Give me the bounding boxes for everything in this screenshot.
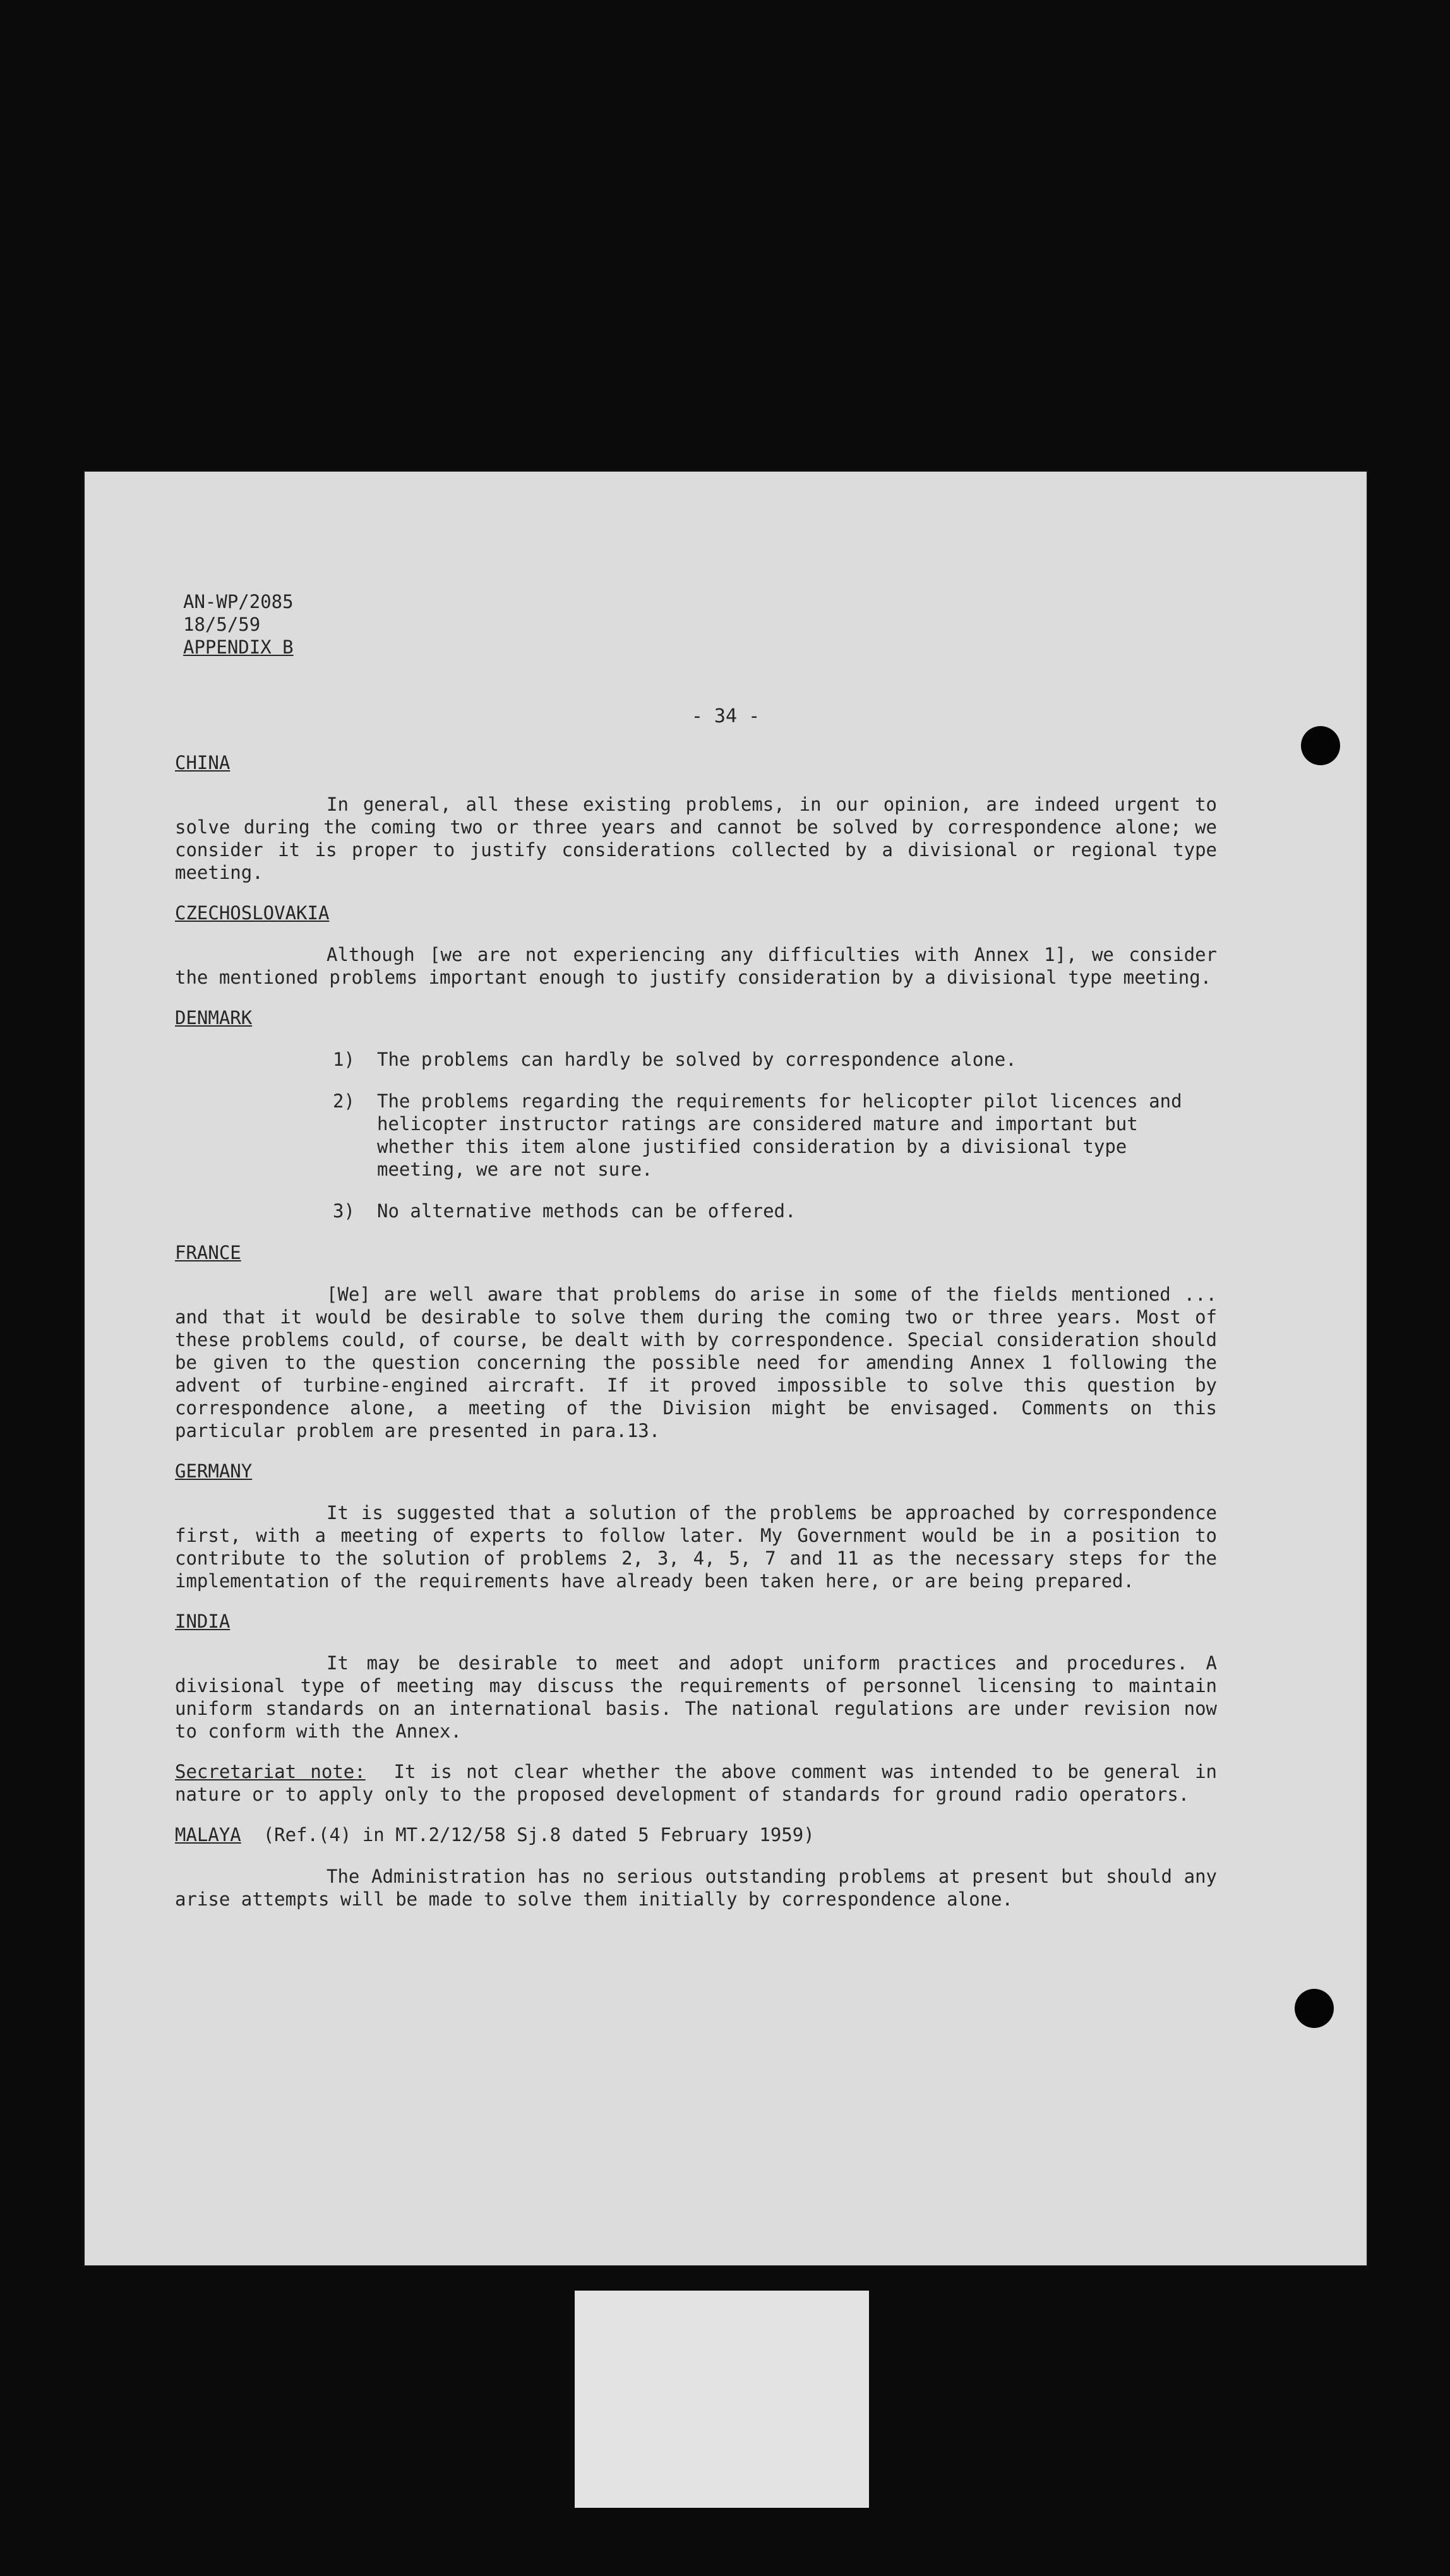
list-text: The problems regarding the requirements for helicopter pilot licences and helicopter instructor ratings are considered mature and important but whether this item alone justified consideration by a divisional type meeting, we are not sure. — [377, 1090, 1182, 1180]
list-item — [175, 1090, 1217, 1181]
reference-date: 18/5/59 — [183, 614, 261, 635]
list-number: 2) — [333, 1090, 355, 1112]
section-czechoslovakia — [175, 902, 1217, 989]
section-paragraph: [We] are well aware that problems do arise in some of the fields mentioned ... and that it would be desirable to solve them during the coming two or three years. Most of these problems could, of course, be dealt with by correspondence. Special consideration should be given to the question concerning the possible need for amending Annex 1 following the advent of turbine-engined aircraft. If it proved impossible to solve this question by correspondence alone, a meeting of the Division might be envisaged. Comments on this particular problem are presented in para.13. — [175, 1284, 1217, 1441]
section-paragraph: Although [we are not experiencing any difficulties with Annex 1], we consider the mentioned problems important enough to justify consideration by a divisional type meeting. — [175, 944, 1217, 988]
section-heading: CZECHOSLOVAKIA — [175, 902, 330, 924]
section-paragraph: In general, all these existing problems, in our opinion, are indeed urgent to solve during the coming two or three years and cannot be solved by correspondence alone; we consider it is proper to justify considerations collected by a divisional or regional type meeting. — [175, 794, 1217, 883]
section-heading: GERMANY — [175, 1460, 253, 1482]
section-paragraph: The Administration has no serious outstanding problems at present but should any arise attempts will be made to solve them initially by correspondence alone. — [175, 1866, 1217, 1910]
appendix-label: APPENDIX B — [183, 636, 294, 658]
numbered-list — [175, 1048, 1217, 1222]
section-germany — [175, 1460, 1217, 1592]
section-heading: DENMARK — [175, 1007, 253, 1029]
reference-number: AN-WP/2085 — [183, 591, 294, 612]
section-paragraph: It is suggested that a solution of the problems be approached by correspondence first, with a meeting of experts to follow later. My Government would be in a position to contribute to the solution of problems 2, 3, 4, 5, 7 and 11 as the necessary steps for the implementation of the requirements have already been taken here, or are being prepared. — [175, 1502, 1217, 1592]
list-item — [175, 1200, 1217, 1222]
secretariat-note — [175, 1760, 1217, 1806]
punch-hole-icon — [1301, 726, 1340, 765]
list-item — [175, 1048, 1217, 1071]
page-number: - 34 - — [691, 705, 760, 727]
list-text: No alternative methods can be offered. — [377, 1200, 796, 1222]
section-heading: MALAYA — [175, 1824, 241, 1846]
section-heading: INDIA — [175, 1611, 231, 1632]
blank-card — [575, 2291, 869, 2508]
section-china — [175, 751, 1217, 884]
list-text: The problems can hardly be solved by correspondence alone. — [377, 1049, 1017, 1070]
punch-hole-icon — [1295, 1989, 1334, 2028]
note-label: Secretariat note: — [175, 1761, 366, 1782]
section-france — [175, 1241, 1217, 1442]
section-paragraph: It may be desirable to meet and adopt uniform practices and procedures. A divisional type of meeting may discuss the requirements of personnel licensing to maintain uniform standards on an international basis. The national regulations are under revision now to conform with the Annex. — [175, 1652, 1217, 1742]
document-body — [175, 751, 1217, 1928]
section-india — [175, 1610, 1217, 1806]
note-text: It is not clear whether the above comment was intended to be general in nature or to apply only to the proposed development of standards for ground radio operators. — [175, 1761, 1218, 1805]
document-page — [83, 470, 1368, 2267]
list-number: 1) — [333, 1049, 355, 1070]
section-denmark — [175, 1006, 1217, 1222]
section-reference: (Ref.(4) in MT.2/12/58 Sj.8 dated 5 February 1959) — [263, 1824, 815, 1846]
list-number: 3) — [333, 1200, 355, 1222]
reference-block — [183, 590, 294, 659]
section-heading-row — [175, 1823, 1217, 1846]
section-malaya — [175, 1823, 1217, 1911]
section-heading: CHINA — [175, 752, 231, 773]
section-heading: FRANCE — [175, 1242, 241, 1263]
